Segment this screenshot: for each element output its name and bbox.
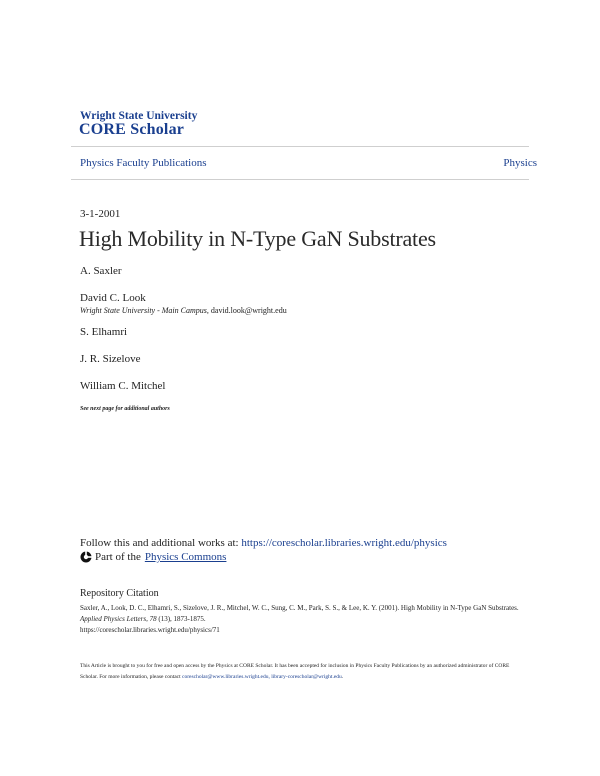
page-title: High Mobility in N-Type GaN Substrates: [79, 226, 436, 251]
citation-authors-title: Saxler, A., Look, D. C., Elhamri, S., Sizelove, J. R., Mitchel, W. C., Sung, C. M., Park, S. S., & Lee, K. Y. (2001). High Mobility in N-Type GaN Substrates.: [80, 604, 519, 612]
citation-pages: (13), 1873-1875.: [156, 615, 206, 623]
part-of-label: Part of the: [95, 551, 141, 563]
access-notice: [80, 661, 520, 682]
part-of-line: [80, 551, 226, 563]
follow-label: Follow this and additional works at:: [80, 537, 242, 549]
affiliation-email[interactable]: , david.look@wright.edu: [206, 306, 287, 315]
citation-url[interactable]: https://corescholar.libraries.wright.edu/physics/71: [80, 626, 220, 634]
institution-name: Wright State University: [80, 110, 198, 122]
repository-name[interactable]: CORE Scholar: [79, 121, 185, 138]
access-notice-text: This Article is brought to you for free and open access by the Physics at CORE Scholar. It has been accepted for inclusion in Physics Faculty Publications by an authorized administrator of CORE Scholar. For more information, please contact: [80, 663, 510, 680]
author-3: S. Elhamri: [80, 326, 128, 338]
nav-divider: [71, 179, 529, 180]
top-divider: [71, 146, 529, 147]
author-affiliation: [80, 306, 287, 315]
department-link[interactable]: Physics: [503, 157, 537, 169]
author-4: J. R. Sizelove: [80, 353, 141, 365]
citation-journal: Applied Physics Letters, 78: [80, 615, 157, 623]
physics-commons-link[interactable]: Physics Commons: [144, 551, 227, 563]
follow-line: [80, 537, 447, 549]
citation-text: [80, 603, 520, 636]
see-next-note: See next page for additional authors: [80, 406, 170, 412]
collection-link[interactable]: Physics Faculty Publications: [80, 157, 207, 169]
access-notice-end: .: [341, 673, 344, 680]
affiliation-name: Wright State University - Main Campus: [80, 306, 207, 315]
author-2: David C. Look: [80, 292, 146, 304]
repository-citation-heading: Repository Citation: [80, 588, 159, 599]
commons-network-icon: [80, 551, 92, 563]
author-1: A. Saxler: [80, 265, 122, 277]
collection-url-link[interactable]: https://corescholar.libraries.wright.edu/physics: [241, 537, 447, 549]
publication-date: 3-1-2001: [80, 208, 121, 220]
author-5: William C. Mitchel: [80, 380, 166, 392]
contact-email-link[interactable]: corescholar@www.libraries.wright.edu, library-corescholar@wright.edu: [182, 673, 342, 680]
